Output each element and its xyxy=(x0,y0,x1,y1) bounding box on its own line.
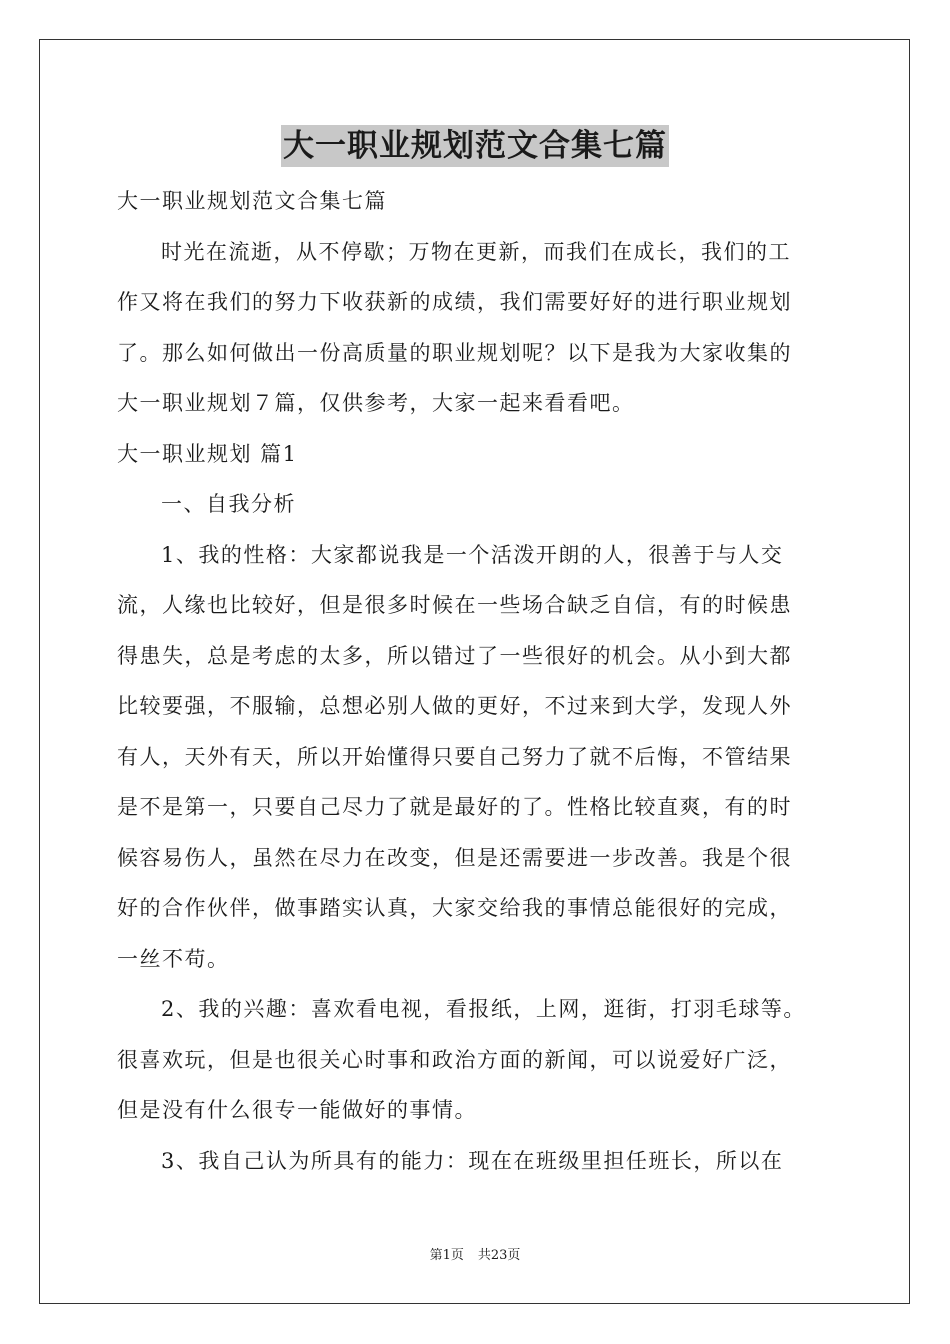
page-number: 第1页 xyxy=(429,1248,464,1263)
text-line: 2、我的兴趣：喜欢看电视，看报纸，上网，逛街，打羽毛球等。 xyxy=(161,997,806,1021)
text-line: 1、我的性格：大家都说我是一个活泼开朗的人，很善于与人交 xyxy=(161,542,784,567)
document-body xyxy=(117,176,833,1186)
text-line: 候容易伤人，虽然在尽力在改变，但是还需要进一步改善。我是个很 xyxy=(117,845,792,870)
page-total: 共23页 xyxy=(477,1248,521,1263)
document-title-text: 大一职业规划范文合集七篇 xyxy=(281,125,669,167)
text-line: 好的合作伙伴，做事踏实认真，大家交给我的事情总能很好的完成， xyxy=(117,896,792,920)
text-line: 是不是第一，只要自己尽力了就是最好的了。性格比较直爽，有的时 xyxy=(117,795,792,819)
subsection-heading: 一、自我分析 xyxy=(161,492,296,516)
text-line: 很喜欢玩，但是也很关心时事和政治方面的新闻，可以说爱好广泛， xyxy=(117,1047,792,1072)
text-line: 大一职业规划范文合集七篇 xyxy=(117,189,387,213)
page-footer xyxy=(0,1247,950,1265)
text-line: 时光在流逝，从不停歇；万物在更新，而我们在成长，我们的工 xyxy=(161,239,791,264)
text-line: 比较要强，不服输，总想必别人做的更好，不过来到大学，发现人外 xyxy=(117,694,792,718)
text-line: 得患失，总是考虑的太多，所以错过了一些很好的机会。从小到大都 xyxy=(117,643,792,668)
text-line: 了。那么如何做出一份高质量的职业规划呢？以下是我为大家收集的 xyxy=(117,340,792,365)
text-line: 有人，天外有天，所以开始懂得只要自己努力了就不后悔，不管结果 xyxy=(117,744,792,769)
text-line: 3、我自己认为所具有的能力：现在在班级里担任班长，所以在 xyxy=(161,1148,784,1173)
text-line: 但是没有什么很专一能做好的事情。 xyxy=(117,1098,477,1122)
text-line: 作又将在我们的努力下收获新的成绩，我们需要好好的进行职业规划 xyxy=(117,290,792,314)
text-line: 一丝不苟。 xyxy=(117,946,230,971)
text-line: 流，人缘也比较好，但是很多时候在一些场合缺乏自信，有的时候患 xyxy=(117,593,792,617)
section-heading: 大一职业规划 篇1 xyxy=(117,441,298,466)
text-line: 大一职业规划７篇，仅供参考，大家一起来看看吧。 xyxy=(117,391,635,415)
document-title xyxy=(0,125,950,167)
